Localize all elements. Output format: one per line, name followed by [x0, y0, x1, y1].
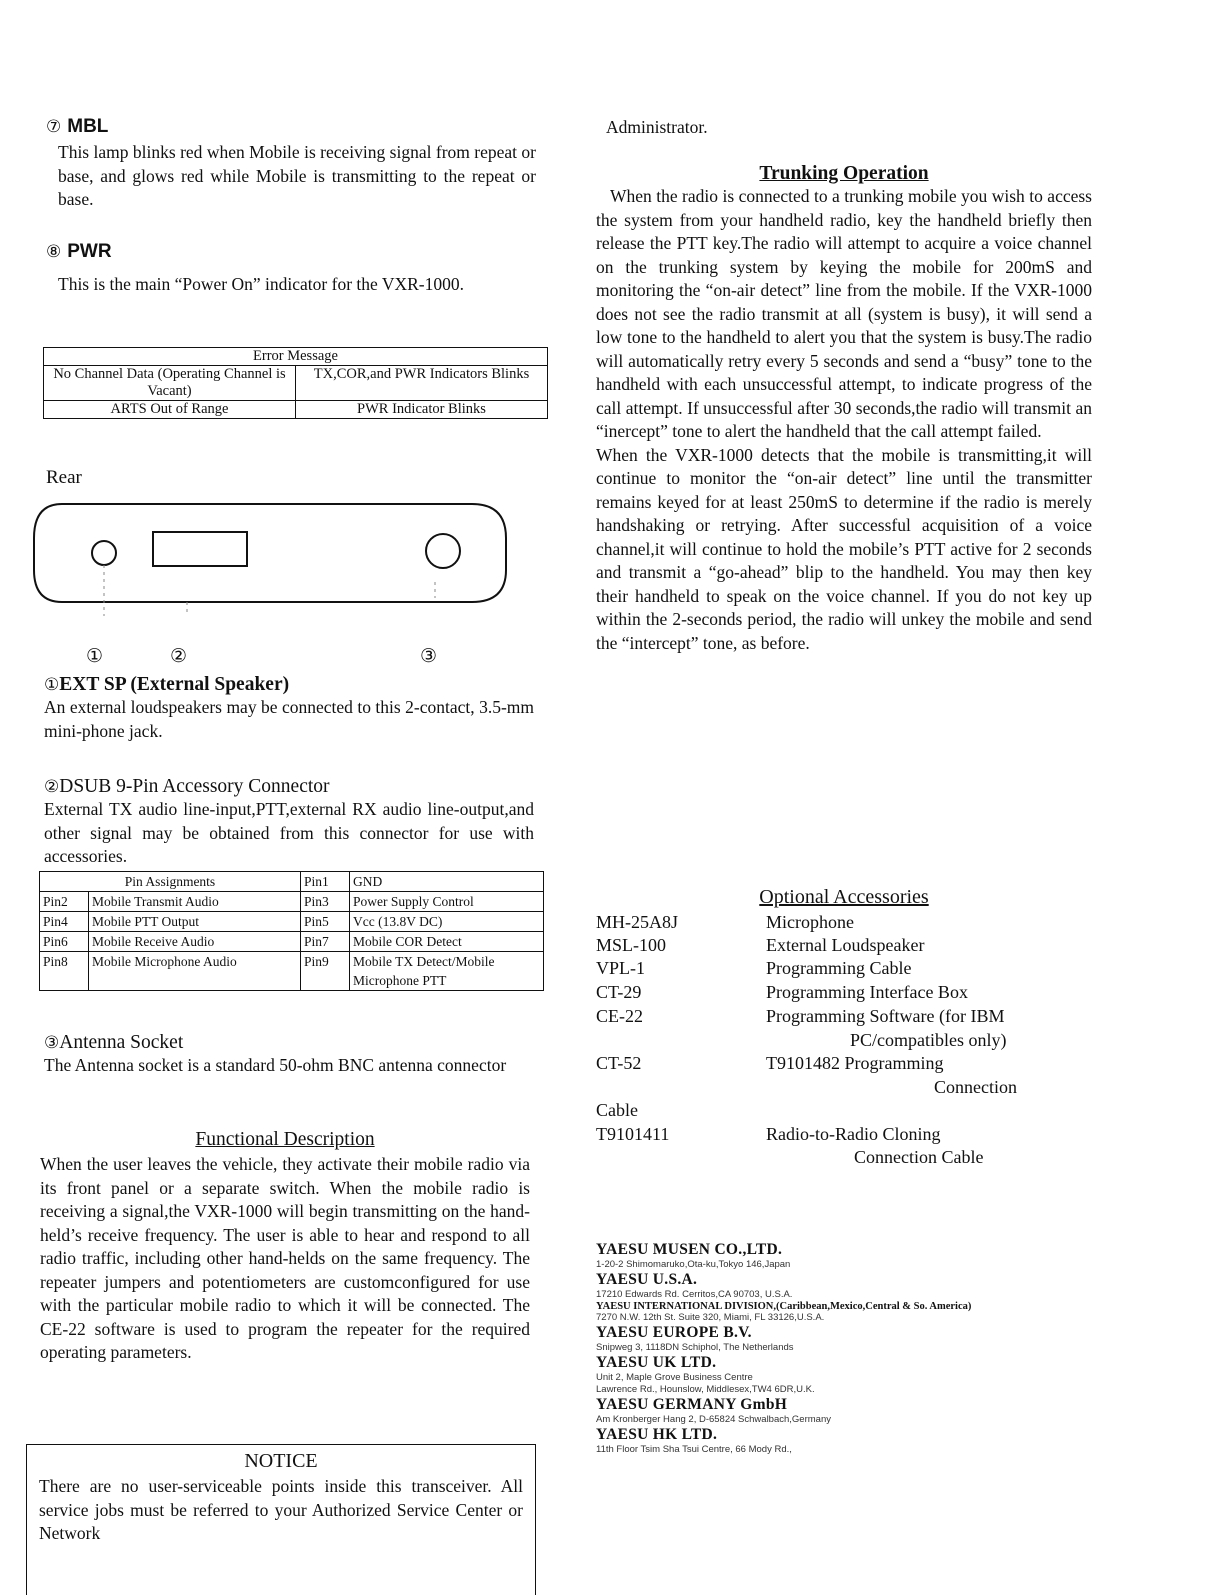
pwr-text: This is the main “Power On” indicator for the VXR-1000.: [58, 274, 464, 294]
accessory-desc: Radio-to-Radio Cloning: [766, 1124, 941, 1144]
pin-cell: Pin5: [301, 912, 350, 932]
address-block: [596, 1301, 1096, 1324]
pin-desc-cell: Mobile Receive Audio: [89, 932, 301, 952]
address-block: [596, 1354, 1096, 1396]
dsub-title: DSUB 9-Pin Accessory Connector: [59, 776, 330, 797]
ext-sp-text: An external loudspeakers may be connected to this 2-contact, 3.5-mm mini-phone jack.: [44, 697, 534, 741]
rear-heading: Rear: [46, 467, 82, 488]
antenna-heading: [44, 1032, 534, 1054]
pin-desc-cell: Mobile COR Detect: [350, 932, 544, 952]
address-line: Lawrence Rd., Hounslow, Middlesex,TW4 6DR,U.K.: [596, 1384, 815, 1395]
notice-title: NOTICE: [244, 1450, 318, 1472]
company-name: YAESU HK LTD.: [596, 1426, 718, 1443]
address-line: 7270 N.W. 12th St. Suite 320, Miami, FL 33126,U.S.A.: [596, 1312, 825, 1323]
accessory-desc: Connection Cable: [854, 1147, 984, 1167]
ext-sp-number: ①: [44, 675, 60, 695]
accessory-desc: Programming Interface Box: [766, 982, 968, 1002]
mbl-title: MBL: [67, 116, 109, 137]
error-cond-1: No Channel Data (Operating Channel is Vacant): [44, 366, 296, 401]
rear-label-3: ③: [420, 645, 438, 667]
address-block: [596, 1324, 1096, 1354]
accessory-code: MSL-100: [596, 935, 667, 955]
pin-table-header: Pin Assignments: [40, 872, 301, 892]
functional-text: When the user leaves the vehicle, they activate their mobile radio via its front panel or a separate switch. When the mobile radio is receiving a signal,the VXR-1000 will begin transmitting on the hand-held’s receive frequency. The user is able to hear and respond to all radio traffic, including other hand-helds on the same frequency. The repeater jumpers and potentiometers are customconfigured for use with the particular mobile radio to which it will be connected. The CE-22 software is used to program the repeater for the required operating parameters.: [40, 1154, 530, 1362]
ext-sp-title: EXT SP (External Speaker): [59, 674, 290, 695]
pin-desc-cell: Mobile PTT Output: [89, 912, 301, 932]
address-line: 11th Floor Tsim Sha Tsui Centre, 66 Mody Rd.,: [596, 1444, 792, 1455]
dsub-connector-icon: [153, 532, 247, 566]
dsub-text: External TX audio line-input,PTT,external RX audio line-output,and other signal may be obtained from this connector for use with accessories.: [44, 799, 534, 866]
pin-cell: Pin4: [40, 912, 89, 932]
rear-panel-outline: [34, 504, 506, 602]
address-line: 17210 Edwards Rd. Cerritos,CA 90703, U.S.A.: [596, 1289, 793, 1300]
pin-cell: Pin7: [301, 932, 350, 952]
trunking-heading: Trunking Operation: [759, 163, 929, 184]
company-name: YAESU GERMANY GmbH: [596, 1396, 788, 1413]
accessory-desc: External Loudspeaker: [766, 935, 925, 955]
address-line: Am Kronberger Hang 2, D-65824 Schwalbach,Germany: [596, 1414, 831, 1425]
pin-desc-cell: Mobile TX Detect/Mobile Microphone PTT: [350, 952, 544, 991]
rear-label-2: ②: [170, 645, 188, 667]
accessory-desc: Programming Software (for IBM: [766, 1006, 1005, 1026]
antenna-socket-icon: [426, 534, 460, 568]
accessory-desc: PC/compatibles only): [850, 1030, 1007, 1050]
ext-sp-heading: [44, 674, 534, 696]
pwr-heading: [46, 241, 536, 263]
accessory-desc: Connection: [934, 1077, 1017, 1097]
pwr-number: ⑧: [46, 242, 62, 262]
ext-sp-section: [44, 674, 534, 743]
error-cond-2: ARTS Out of Range: [44, 401, 296, 419]
accessory-desc: Microphone: [766, 912, 854, 932]
accessory-code: CT-52: [596, 1053, 642, 1073]
dsub-heading: [44, 776, 534, 798]
rear-panel-diagram: [32, 498, 512, 628]
company-name: YAESU EUROPE B.V.: [596, 1324, 752, 1341]
dsub-section: [44, 776, 534, 869]
company-name: YAESU U.S.A.: [596, 1271, 698, 1288]
address-block: [596, 1271, 1096, 1301]
accessories-heading: Optional Accessories: [759, 886, 929, 908]
accessory-code: VPL-1: [596, 958, 645, 978]
pin-desc-cell: Vcc (13.8V DC): [350, 912, 544, 932]
pin-desc-cell: Mobile Microphone Audio: [89, 952, 301, 991]
address-line: Snipweg 3, 1118DN Schiphol, The Netherlands: [596, 1342, 794, 1353]
pin-desc-cell: Power Supply Control: [350, 892, 544, 912]
antenna-section: [44, 1032, 534, 1078]
address-list: [596, 1241, 1096, 1456]
functional-heading: Functional Description: [195, 1129, 375, 1150]
accessory-code: CE-22: [596, 1006, 643, 1026]
pin-cell: Pin8: [40, 952, 89, 991]
mbl-section: [46, 116, 536, 212]
pin-cell: Pin9: [301, 952, 350, 991]
accessories-section: [596, 886, 1092, 1167]
address-block: [596, 1426, 1096, 1456]
accessory-code: MH-25A8J: [596, 912, 679, 932]
company-name: YAESU MUSEN CO.,LTD.: [596, 1241, 783, 1258]
address-block: [596, 1241, 1096, 1271]
trunking-paragraph-2: When the VXR-1000 detects that the mobile is transmitting,it will continue to monitor the “on-air detect” line until the transmitter remains keyed for at least 250mS to determine if the radio is merely handshaking or retrying. After successful acquisition of a voice channel,it will continue to hold the mobile’s PTT active for 2 seconds and transmit a “go-ahead” blip to the handheld. You may then key their handheld to speak on the voice channel. If you do not key up within the 2-seconds period, the radio will unkey the mobile and send the “intercept” tone, as before.: [596, 444, 1092, 653]
ext-sp-jack-icon: [92, 541, 116, 565]
error-message-table: [43, 347, 548, 419]
address-line: 1-20-2 Shimomaruko,Ota-ku,Tokyo 146,Japan: [596, 1259, 791, 1270]
notice-box: [26, 1444, 536, 1595]
error-result-2: PWR Indicator Blinks: [296, 401, 548, 419]
pin1-label: Pin1: [301, 872, 350, 892]
pwr-section: [46, 241, 536, 299]
administrator-continuation: Administrator.: [606, 117, 708, 137]
trunking-section: [596, 163, 1092, 655]
antenna-number: ③: [44, 1033, 60, 1053]
antenna-text: The Antenna socket is a standard 50-ohm BNC antenna connector: [44, 1055, 507, 1075]
notice-text: There are no user-serviceable points inside this transceiver. All service jobs must be referred to your Authorized Service Center or Network: [39, 1476, 523, 1543]
accessory-desc: Programming Cable: [766, 958, 912, 978]
accessory-code: Cable: [596, 1100, 638, 1120]
accessory-code: CT-29: [596, 982, 642, 1002]
antenna-title: Antenna Socket: [59, 1032, 184, 1053]
mbl-heading: [46, 116, 536, 138]
pin-cell: Pin2: [40, 892, 89, 912]
error-table-header: Error Message: [44, 348, 548, 366]
pin-desc-cell: Mobile Transmit Audio: [89, 892, 301, 912]
pwr-title: PWR: [67, 241, 112, 262]
address-block: [596, 1396, 1096, 1426]
mbl-text: This lamp blinks red when Mobile is receiving signal from repeat or base, and glows red while Mobile is transmitting to the repeat or base.: [58, 142, 536, 209]
pin-assignment-table: [39, 871, 544, 991]
trunking-paragraph-1: When the radio is connected to a trunking mobile you wish to access the system from your handheld radio, key the handheld briefly then release the PTT key.The radio will attempt to acquire a voice channel on the trunking system by keying the mobile for 200mS and monitoring the “on-air detect” line from the mobile. If the VXR-1000 does not see the radio transmit at all (system is busy), it will send a low tone to the handheld to alert you that the system is busy.The radio will automatically retry every 5 seconds and send a “busy” tone to the handheld with each unsuccessful attempt, to indicate progress of the call attempt. If unsuccessful after 30 seconds,the radio will transmit an “inercept” tone to alert the handheld that the call attempt failed.: [596, 186, 1092, 441]
accessory-desc: T9101482 Programming: [766, 1053, 944, 1073]
pin1-desc: GND: [350, 872, 544, 892]
rear-label-1: ①: [86, 645, 104, 667]
company-name: YAESU INTERNATIONAL DIVISION,(Caribbean,Mexico,Central & So. America): [596, 1301, 972, 1312]
error-result-1: TX,COR,and PWR Indicators Blinks: [296, 366, 548, 401]
functional-description-section: [40, 1129, 530, 1365]
accessory-code: T9101411: [596, 1124, 670, 1144]
dsub-number: ②: [44, 777, 60, 797]
address-line: Unit 2, Maple Grove Business Centre: [596, 1372, 753, 1383]
pin-cell: Pin6: [40, 932, 89, 952]
company-name: YAESU UK LTD.: [596, 1354, 717, 1371]
mbl-number: ⑦: [46, 117, 62, 137]
pin-cell: Pin3: [301, 892, 350, 912]
